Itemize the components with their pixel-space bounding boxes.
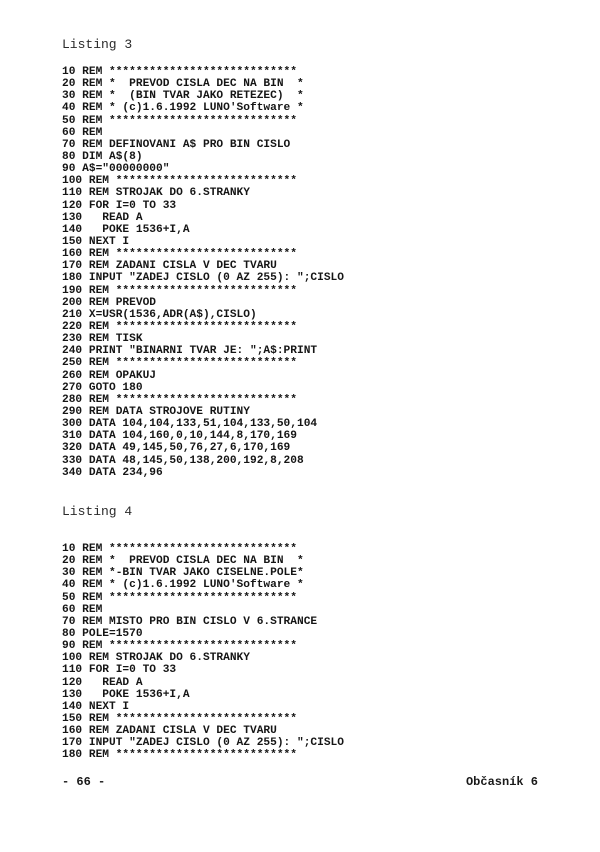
code-line: 20 REM * PREVOD CISLA DEC NA BIN * (62, 78, 304, 91)
code-line: 210 X=USR(1536,ADR(A$),CISLO) (62, 308, 257, 321)
code-line: 260 REM OPAKUJ (62, 369, 156, 382)
code-line: 120 FOR I=0 TO 33 (62, 199, 177, 212)
code-line: 310 DATA 104,160,0,10,144,8,170,169 (62, 430, 297, 443)
code-line: 180 INPUT "ZADEJ CISLO (0 AZ 255): ";CISLO (62, 272, 344, 285)
code-line: 130 READ A (62, 211, 143, 224)
code-line: 330 DATA 48,145,50,138,200,192,8,208 (62, 454, 304, 467)
code-line: 50 REM **************************** (62, 591, 297, 604)
code-line: 300 DATA 104,104,133,51,104,133,50,104 (62, 418, 318, 431)
code-line: 280 REM *************************** (62, 393, 297, 406)
code-line: 10 REM **************************** (62, 66, 297, 78)
code-line: 220 REM *************************** (62, 320, 297, 333)
code-line: 100 REM *************************** (62, 175, 297, 188)
code-line: 170 INPUT "ZADEJ CISLO (0 AZ 255): ";CISLO (62, 737, 344, 750)
code-line: 200 REM PREVOD (62, 296, 156, 309)
code-line: 90 A$="00000000" (62, 163, 170, 176)
code-line: 70 REM MISTO PRO BIN CISLO V 6.STRANCE (62, 615, 318, 628)
listing-3-title: Listing 3 (62, 37, 133, 52)
listing-3-code (62, 66, 344, 479)
code-line: 10 REM **************************** (62, 543, 297, 555)
code-line: 40 REM * (c)1.6.1992 LUNO'Software * (62, 579, 304, 592)
code-line: 80 DIM A$(8) (62, 150, 143, 163)
listing-4-title: Listing 4 (62, 504, 133, 519)
code-line: 140 NEXT I (62, 700, 130, 713)
code-line: 80 POLE=1570 (62, 627, 143, 640)
code-line: 130 POKE 1536+I,A (62, 688, 190, 701)
code-line: 250 REM *************************** (62, 357, 297, 370)
code-line: 40 REM * (c)1.6.1992 LUNO'Software * (62, 102, 304, 115)
code-line: 110 FOR I=0 TO 33 (62, 664, 177, 677)
page-number: - 66 - (62, 775, 106, 789)
code-line: 110 REM STROJAK DO 6.STRANKY (62, 187, 250, 200)
code-line: 180 REM *************************** (62, 749, 297, 762)
code-line: 30 REM *-BIN TVAR JAKO CISELNE.POLE* (62, 567, 304, 580)
code-line: 290 REM DATA STROJOVE RUTINY (62, 405, 250, 418)
code-line: 170 REM ZADANI CISLA V DEC TVARU (62, 260, 277, 273)
code-line: 50 REM **************************** (62, 114, 297, 127)
publication-name: Občasník 6 (465, 775, 538, 789)
code-line: 240 PRINT "BINARNI TVAR JE: ";A$:PRINT (62, 345, 318, 358)
code-line: 150 NEXT I (62, 235, 130, 248)
code-line: 270 GOTO 180 (62, 381, 143, 394)
code-line: 100 REM STROJAK DO 6.STRANKY (62, 652, 250, 665)
code-line: 140 POKE 1536+I,A (62, 223, 190, 236)
code-line: 90 REM **************************** (62, 640, 297, 653)
code-line: 340 DATA 234,96 (62, 466, 163, 479)
code-line: 150 REM *************************** (62, 712, 297, 725)
code-line: 60 REM (62, 126, 103, 139)
listing-4-code (62, 543, 344, 762)
code-line: 20 REM * PREVOD CISLA DEC NA BIN * (62, 555, 304, 568)
code-line: 160 REM *************************** (62, 248, 297, 261)
code-line: 120 READ A (62, 676, 143, 689)
code-line: 30 REM * (BIN TVAR JAKO RETEZEC) * (62, 90, 304, 103)
code-line: 60 REM (62, 603, 103, 616)
code-line: 70 REM DEFINOVANI A$ PRO BIN CISLO (62, 138, 291, 151)
code-line: 230 REM TISK (62, 333, 143, 346)
code-line: 190 REM *************************** (62, 284, 297, 297)
code-line: 320 DATA 49,145,50,76,27,6,170,169 (62, 442, 291, 455)
code-line: 160 REM ZADANI CISLA V DEC TVARU (62, 725, 277, 738)
